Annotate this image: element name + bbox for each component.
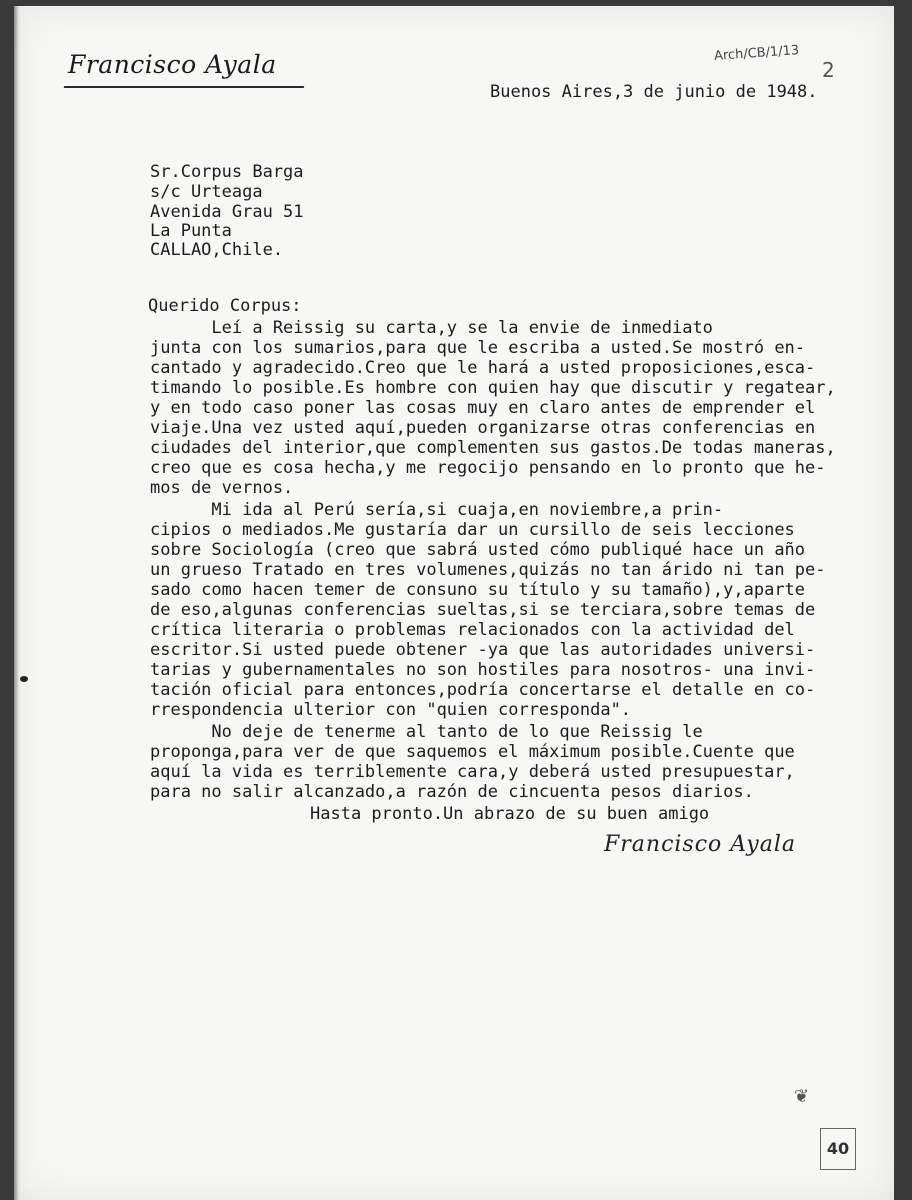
body-line: y en todo caso poner las cosas muy en claro antes de emprender el	[150, 398, 816, 418]
body-line: timando lo posible.Es hombre con quien hay que discutir y regatear,	[150, 378, 836, 398]
address-line: Sr.Corpus Barga	[150, 162, 304, 182]
handwritten-signature: Francisco Ayala	[604, 832, 796, 857]
closing-line: Hasta pronto.Un abrazo de su buen amigo	[310, 804, 710, 824]
body-line: tación oficial para entonces,podría concertarse el detalle en co-	[150, 680, 816, 700]
torn-edge	[14, 6, 22, 1200]
body-line: ciudades del interior,que complementen sus gastos.De todas maneras,	[150, 438, 836, 458]
body-line: para no salir alcanzado,a razón de cincuenta pesos diarios.	[150, 782, 754, 802]
body-line: sado como hacen temer de consuno su título y su tamaño),y,aparte	[150, 580, 806, 600]
archive-stamp-icon: ❦	[794, 1086, 810, 1107]
address-line: La Punta	[150, 221, 232, 241]
page-number: 2	[822, 58, 835, 82]
address-line: CALLAO,Chile.	[150, 240, 284, 260]
body-line: rrespondencia ulterior con "quien corresponda".	[150, 700, 632, 720]
body-line: de eso,algunas conferencias sueltas,si se terciara,sobre temas de	[150, 600, 816, 620]
body-line: creo que es cosa hecha,y me regocijo pensando en lo pronto que he-	[150, 458, 826, 478]
body-line: cantado y agradecido.Creo que le hará a usted proposiciones,esca-	[150, 358, 816, 378]
archive-stamp-number: 40	[820, 1128, 856, 1170]
body-line: un grueso Tratado en tres volumenes,quizás no tan árido ni tan pe-	[150, 560, 826, 580]
letter-sheet	[14, 6, 894, 1200]
body-line: proponga,para ver de que saquemos el máximum posible.Cuente que	[150, 742, 795, 762]
body-line: junta con los sumarios,para que le escriba a usted.Se mostró en-	[150, 338, 806, 358]
body-line: crítica literaria o problemas relacionados con la actividad del	[150, 620, 795, 640]
salutation: Querido Corpus:	[148, 296, 302, 316]
body-line: viaje.Una vez usted aquí,pueden organizarse otras conferencias en	[150, 418, 816, 438]
dateline: Buenos Aires,3 de junio de 1948.	[490, 82, 818, 102]
body-line: escritor.Si usted puede obtener -ya que las autoridades universi-	[150, 640, 816, 660]
body-line: Mi ida al Perú sería,si cuaja,en noviembre,a prin-	[150, 500, 724, 520]
address-line: s/c Urteaga	[150, 182, 263, 202]
body-line: cipios o mediados.Me gustaría dar un cursillo de seis lecciones	[150, 520, 795, 540]
punch-hole	[20, 676, 28, 682]
letterhead-underline	[64, 86, 305, 88]
letterhead-name: Francisco Ayala	[68, 50, 277, 79]
body-line: Leí a Reissig su carta,y se la envie de inmediato	[150, 318, 713, 338]
body-line: aquí la vida es terriblemente cara,y deberá usted presupuestar,	[150, 762, 795, 782]
body-line: tarias y gubernamentales no son hostiles para nosotros- una invi-	[150, 660, 816, 680]
body-line: No deje de tenerme al tanto de lo que Reissig le	[150, 722, 703, 742]
archive-reference: Arch/CB/1/13	[713, 43, 800, 64]
address-line: Avenida Grau 51	[150, 202, 304, 222]
body-line: sobre Sociología (creo que sabrá usted cómo publiqué hace un año	[150, 540, 806, 560]
body-line: mos de vernos.	[150, 478, 294, 498]
